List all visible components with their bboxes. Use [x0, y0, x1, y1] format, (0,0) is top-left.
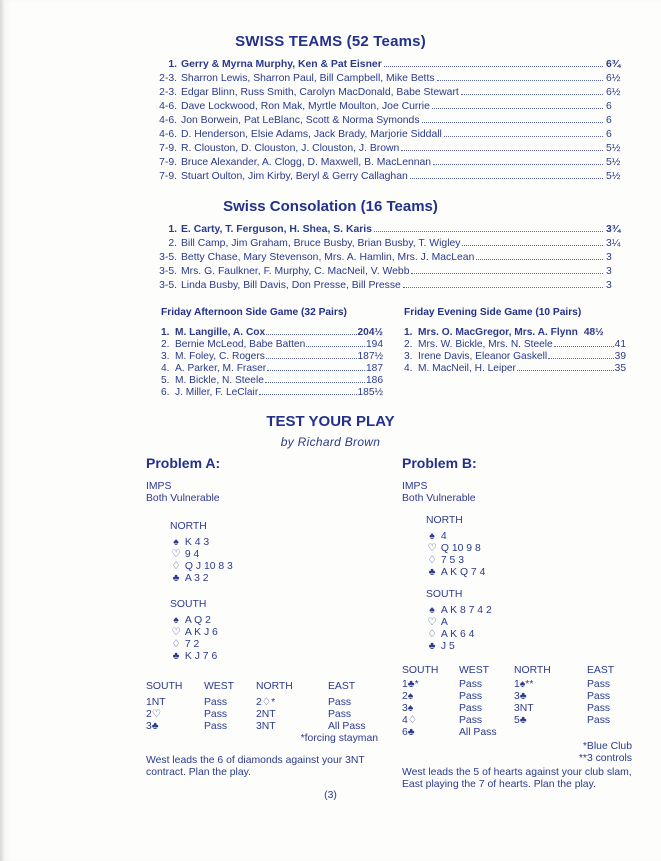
heart-icon: ♡: [427, 617, 437, 628]
result-row: 3-5. Mrs. G. Faulkner, F. Murphy, C. MacNeil, V. Webb 3: [159, 266, 612, 277]
problem-a-lead: West leads the 6 of diamonds against your 3NT contract. Plan the play.: [146, 755, 365, 778]
result-row: 2-3. Sharron Lewis, Sharron Paul, Bill Campbell, Mike Betts 6½: [159, 73, 621, 84]
evening-title: Friday Evening Side Game (10 Pairs): [404, 307, 582, 318]
result-row: 3. Irene Davis, Eleanor Gaskell 39: [404, 351, 626, 362]
north-diamonds: Q J 10 8 3: [184, 561, 233, 572]
south-spades: A Q 2: [184, 615, 211, 626]
problem-b-vulnerability: Both Vulnerable: [402, 493, 476, 504]
south-clubs: J 5: [440, 641, 455, 652]
spade-icon: ♠: [429, 605, 435, 616]
north-hearts: Q 10 9 8: [440, 543, 481, 554]
club-icon: ♣: [172, 573, 180, 584]
result-row: 4-6. D. Henderson, Elsie Adams, Jack Brady, Marjorie Siddall 6: [159, 129, 612, 140]
south-hearts: A K J 6: [184, 627, 218, 638]
result-row: 1. Mrs. O. MacGregor, Mrs. A. Flynn 48½: [404, 327, 604, 338]
result-row: 3. M. Foley, C. Rogers 187½: [161, 351, 383, 362]
result-row: 6. J. Miller, F. LeClair 185½: [161, 387, 383, 398]
swiss-consolation-title: Swiss Consolation (16 Teams): [223, 198, 438, 215]
afternoon-side-game: [161, 307, 383, 399]
north-diamonds: 7 5 3: [440, 555, 465, 566]
problem-a-north-hand: [170, 521, 378, 585]
result-row: 2. Bernie McLeod, Babe Batten 194: [161, 339, 383, 350]
result-row: 7-9. Stuart Oulton, Jim Kirby, Beryl & Gerry Callaghan 5½: [159, 171, 621, 182]
heart-icon: ♡: [427, 543, 437, 554]
swiss-teams-results: [150, 58, 628, 184]
test-your-play-title: TEST YOUR PLAY: [266, 413, 395, 430]
result-row: 4-6. Dave Lockwood, Ron Mak, Myrtle Moulton, Joe Currie 6: [159, 101, 612, 112]
problem-b-north-hand: [426, 515, 632, 579]
result-row: 3-5. Betty Chase, Mary Stevenson, Mrs. A. Hamlin, Mrs. J. MacLean 3: [159, 252, 612, 263]
swiss-teams-title: SWISS TEAMS (52 Teams): [235, 33, 426, 50]
problem-b-lead: West leads the 5 of hearts against your club slam, East playing the 7 of hearts. Plan the play.: [402, 767, 632, 790]
heart-icon: ♡: [171, 549, 181, 560]
result-row: 7-9. Bruce Alexander, A. Clogg, D. Maxwell, B. MacLennan 5½: [159, 157, 621, 168]
spade-icon: ♠: [173, 537, 179, 548]
problem-b-south-hand: [426, 589, 632, 653]
north-spades: K 4 3: [184, 537, 210, 548]
result-row: 3-5. Linda Busby, Bill Davis, Don Presse, Bill Presse 3: [159, 280, 612, 291]
result-row: 1. E. Carty, T. Ferguson, H. Shea, S. Karis 3¾: [168, 224, 621, 235]
spade-icon: ♠: [173, 615, 179, 626]
north-label: NORTH: [170, 521, 207, 532]
result-row: 1. M. Langille, A. Cox 204½: [161, 327, 383, 338]
result-row: 4. A. Parker, M. Fraser 187: [161, 363, 383, 374]
result-row: 1. Gerry & Myrna Murphy, Ken & Pat Eisner 6¾: [168, 59, 621, 70]
page-number: (3): [324, 790, 337, 801]
south-label: SOUTH: [426, 589, 463, 600]
heart-icon: ♡: [171, 627, 181, 638]
diamond-icon: ♢: [171, 561, 181, 572]
diamond-icon: ♢: [427, 629, 437, 640]
problem-a: [146, 457, 378, 779]
evening-side-game: [404, 307, 626, 375]
south-diamonds: 7 2: [184, 639, 200, 650]
club-icon: ♣: [428, 641, 436, 652]
problem-b: [402, 457, 632, 791]
problem-b-note-2: **3 controls: [578, 753, 632, 764]
north-clubs: A 3 2: [184, 573, 209, 584]
result-row: 7-9. R. Clouston, D. Clouston, J. Clouston, J. Brown 5½: [159, 143, 621, 154]
north-clubs: A K Q 7 4: [440, 567, 486, 578]
problem-b-note-1: *Blue Club: [582, 741, 632, 752]
problem-b-auction: SOUTH WEST NORTH EAST 1♣* Pass 1♠** Pass 2♠ Pass 3♣ Pass 3♠ Pass 3NT Pass 4♢ Pass 5♣ Pass 6♣ All Pass: [402, 665, 615, 738]
problem-a-note: *forcing stayman: [300, 733, 378, 744]
club-icon: ♣: [172, 651, 180, 662]
south-diamonds: A K 6 4: [440, 629, 475, 640]
page-fold-shadow: [0, 0, 6, 861]
south-label: SOUTH: [170, 599, 207, 610]
result-row: 4. M. MacNeil, H. Leiper 35: [404, 363, 626, 374]
south-hearts: A: [440, 617, 448, 628]
spade-icon: ♠: [429, 531, 435, 542]
result-row: 2. Bill Camp, Jim Graham, Bruce Busby, Brian Busby, T. Wigley 3¼: [168, 238, 621, 249]
south-clubs: K J 7 6: [184, 651, 218, 662]
byline: by Richard Brown: [280, 435, 381, 449]
diamond-icon: ♢: [427, 555, 437, 566]
north-label: NORTH: [426, 515, 463, 526]
result-row: 2. Mrs. W. Bickle, Mrs. N. Steele 41: [404, 339, 626, 350]
problem-a-scoring: IMPS: [146, 481, 172, 492]
diamond-icon: ♢: [171, 639, 181, 650]
north-spades: 4: [440, 531, 447, 542]
south-spades: A K 8 7 4 2: [440, 605, 492, 616]
result-row: 4-6. Jon Borwein, Pat LeBlanc, Scott & Norma Symonds 6: [159, 115, 612, 126]
problem-b-title: Problem B:: [402, 455, 477, 471]
problem-a-auction: SOUTH WEST NORTH EAST 1NT Pass 2♢* Pass 2♡ Pass 2NT Pass 3♣ Pass 3NT All Pass: [146, 681, 366, 732]
problem-a-vulnerability: Both Vulnerable: [146, 493, 220, 504]
north-hearts: 9 4: [184, 549, 200, 560]
club-icon: ♣: [428, 567, 436, 578]
swiss-consolation-results: [150, 223, 628, 293]
problem-a-south-hand: [170, 599, 378, 663]
problem-b-scoring: IMPS: [402, 481, 428, 492]
problem-a-title: Problem A:: [146, 455, 221, 471]
afternoon-title: Friday Afternoon Side Game (32 Pairs): [161, 307, 347, 318]
result-row: 2-3. Edgar Blinn, Russ Smith, Carolyn MacDonald, Babe Stewart 6½: [159, 87, 621, 98]
result-row: 5. M. Bickle, N. Steele 186: [161, 375, 383, 386]
